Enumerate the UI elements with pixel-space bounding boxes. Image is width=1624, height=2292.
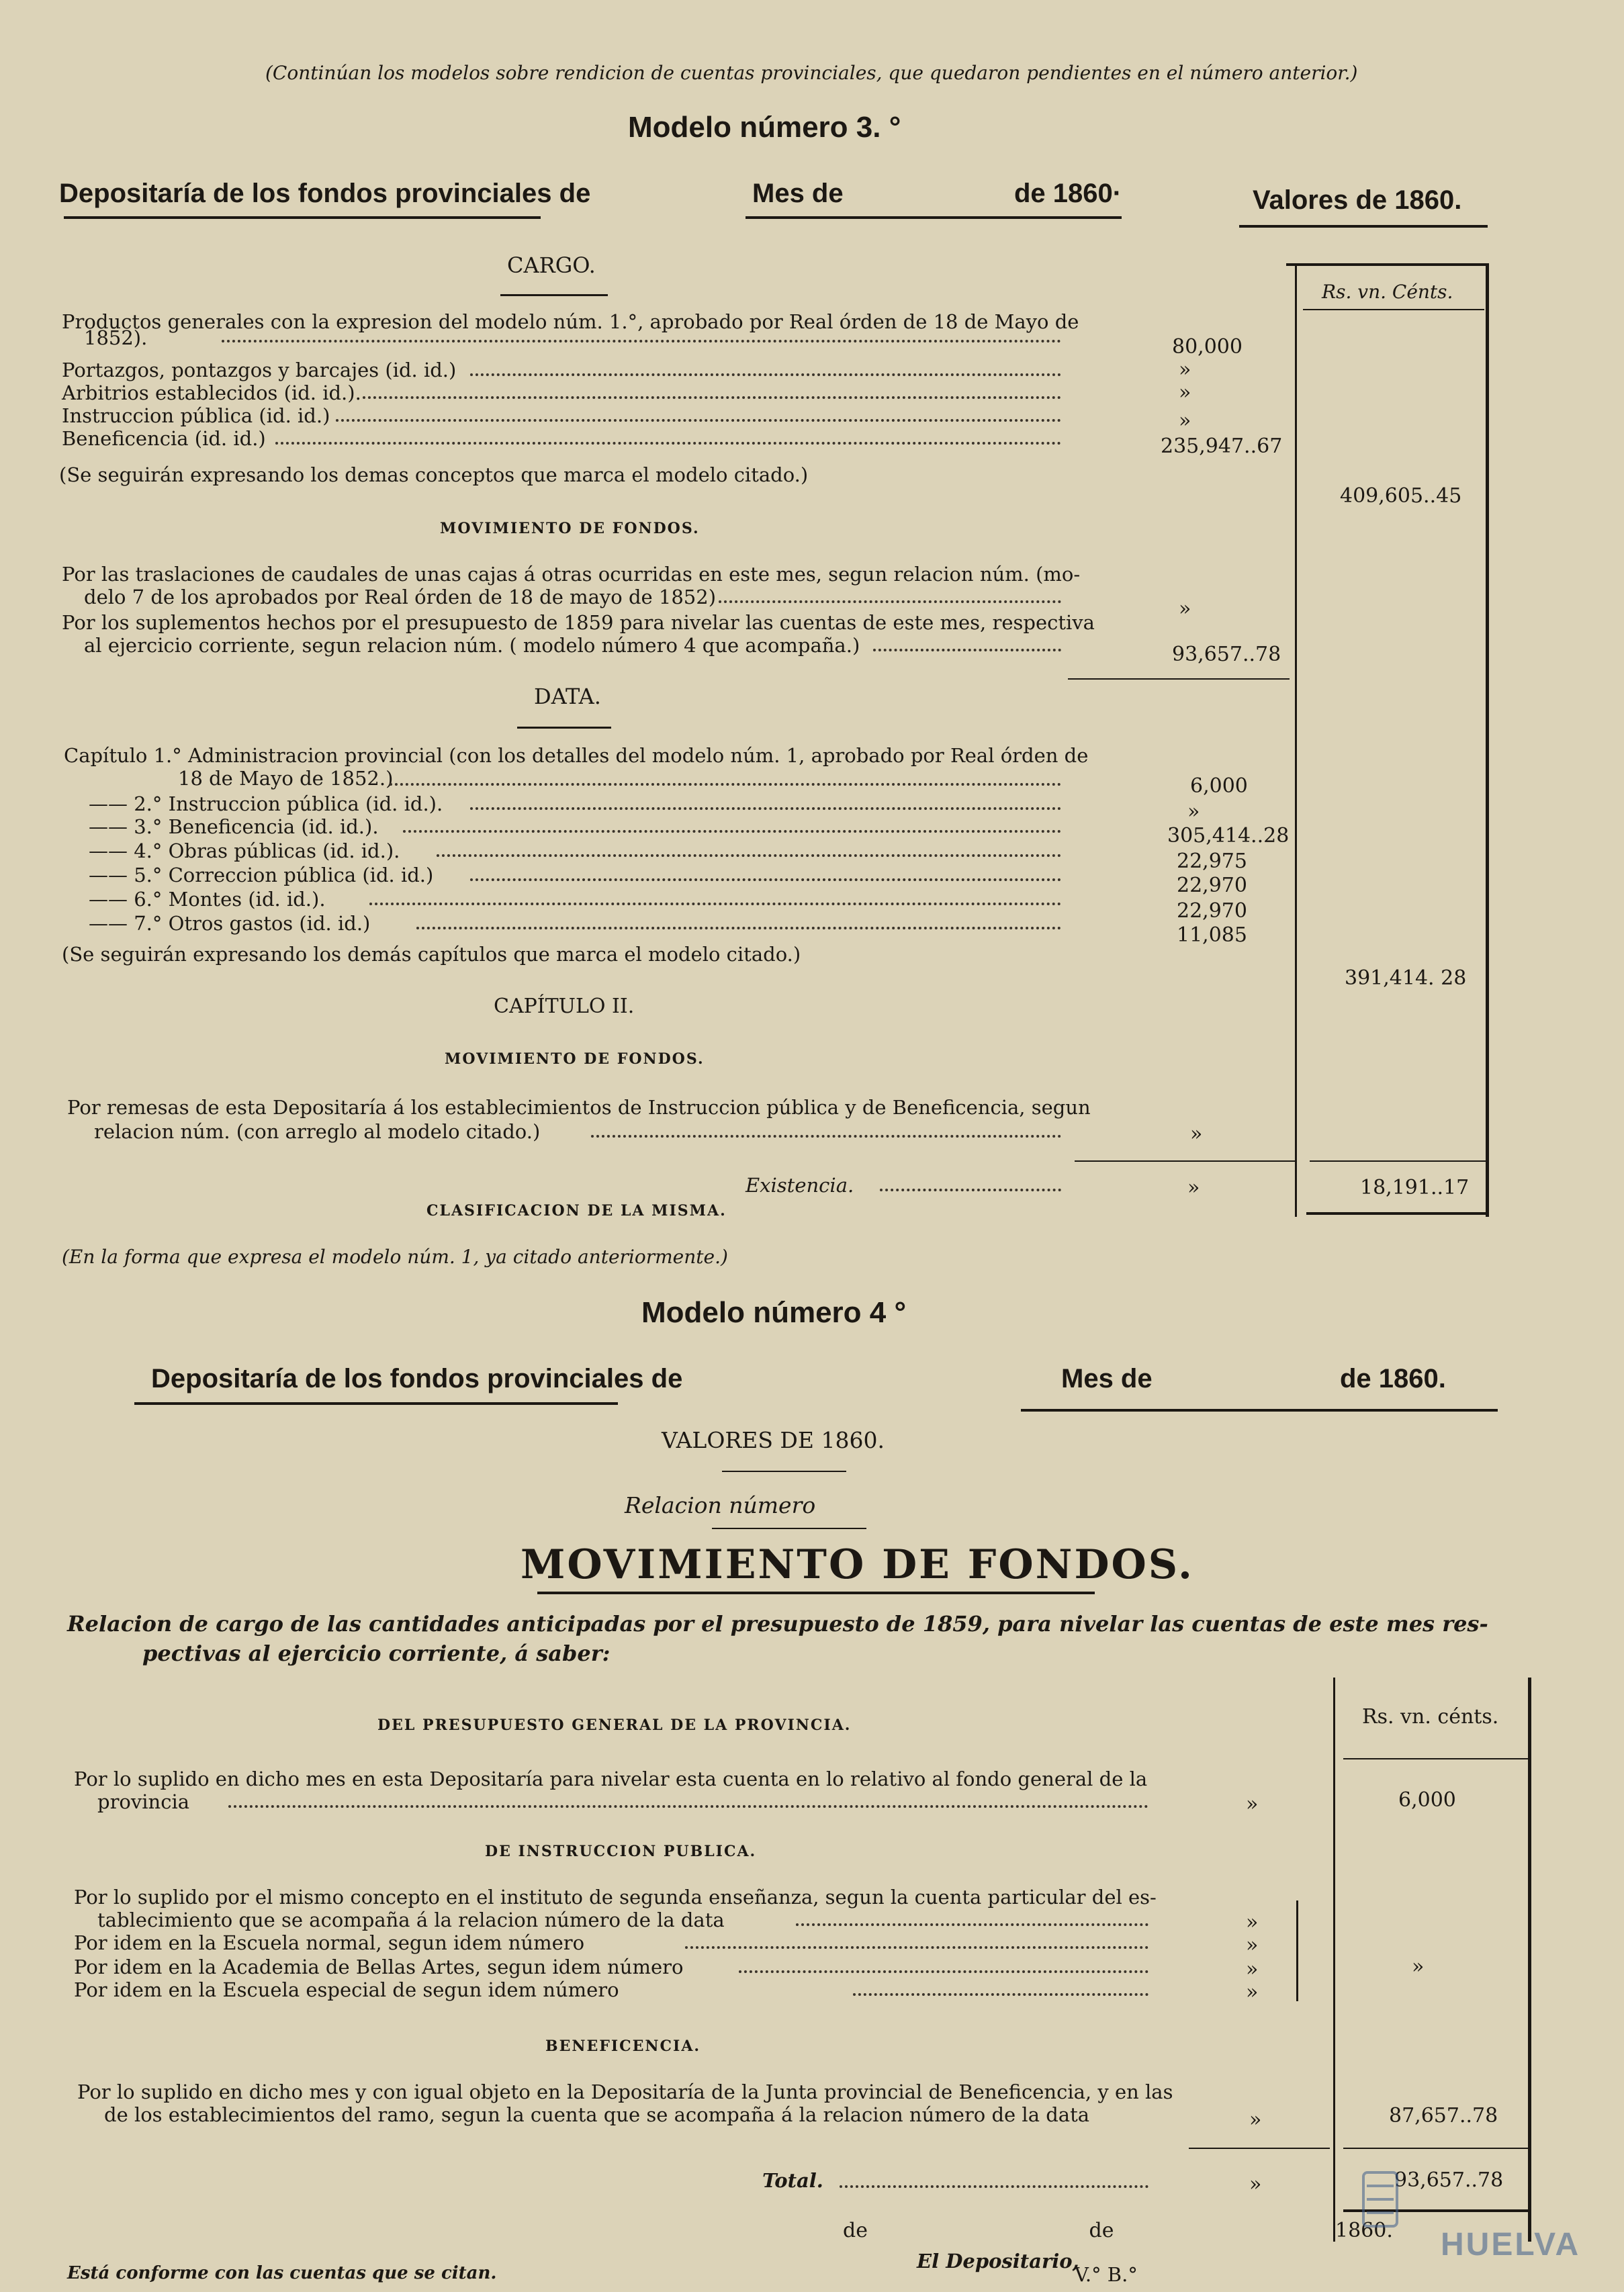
modelo3-de-1860: de 1860· (1014, 179, 1122, 208)
data-amount-4: 22,975 (1177, 850, 1247, 873)
cargo-row-5: Beneficencia (id. id.) (62, 427, 266, 450)
cargo-dots-3 (363, 396, 1061, 399)
sec2-title: DE INSTRUCCION PUBLICA. (485, 1843, 757, 1860)
sec2-dots-4 (853, 1993, 1148, 1996)
sec1-dots (228, 1805, 1148, 1808)
forma-note: (En la forma que expresa el modelo núm. 1, ya citado anteriormente.) (62, 1246, 728, 1268)
sec2-row-0: Por lo suplido por el mismo concepto en el instituto de segunda enseñanza, segun la cuenta particular del es- (74, 1886, 1157, 1909)
data-dots-7 (416, 927, 1061, 929)
mov2-row-0: Por remesas de esta Depositaría á los establecimientos de Instruccion pública y de Beneficencia, segun (67, 1096, 1091, 1119)
sec2-mid-1: » (1246, 1911, 1259, 1934)
cargo-dots-2 (470, 373, 1061, 376)
mov-dots-3 (873, 649, 1061, 651)
sec2-row-2: Por idem en la Escuela normal, segun idem número (74, 1931, 585, 1954)
sec1-amount: 6,000 (1398, 1788, 1456, 1812)
data-row-3: —— 3.° Beneficencia (id. id.). (89, 815, 379, 838)
modelo4-col-header-rule (1343, 1758, 1528, 1759)
movimiento-de-fondos: MOVIMIENTO DE FONDOS. (521, 1541, 1194, 1588)
modelo3-mes-de: Mes de (752, 179, 844, 208)
data-amount-6: 22,970 (1177, 899, 1247, 923)
clasificacion: CLASIFICACION DE LA MISMA. (426, 1202, 727, 1220)
relacion-intro-2: pectivas al ejercicio corriente, á saber: (142, 1641, 611, 1666)
mov-bracket (1295, 531, 1297, 604)
data-dots-1 (390, 783, 1061, 786)
data-row-4: —— 4.° Obras públicas (id. id.). (89, 839, 400, 862)
fecha-line: de de 1860. (843, 2219, 1393, 2242)
mov-subtotal-rule (1068, 678, 1290, 680)
modelo4-box-left (1333, 1678, 1335, 2242)
modelo4-valores-rule (722, 1471, 846, 1472)
data-amount-7: 11,085 (1177, 923, 1247, 947)
data-row-6: —— 6.° Montes (id. id.). (89, 888, 326, 911)
data-dots-5 (470, 878, 1061, 881)
cargo-row-4: Instruccion pública (id. id.) (62, 404, 330, 427)
sec2-dots-3 (739, 1970, 1148, 1973)
sec3-title: BENEFICENCIA. (545, 2037, 701, 2055)
total-mid: » (1249, 2172, 1262, 2196)
data-dots-6 (369, 903, 1061, 905)
mov-amount-3: 93,657..78 (1172, 643, 1281, 666)
modelo4-header-rule-1 (134, 1402, 618, 1405)
sec2-mid-4: » (1246, 1980, 1259, 2004)
data-row-1: 18 de Mayo de 1852.) (178, 767, 394, 790)
data-amount-3: 305,414..28 (1167, 824, 1290, 847)
modelo3-box-top (1286, 263, 1488, 266)
existencia-dots (880, 1189, 1061, 1191)
sec2-dots-2 (685, 1946, 1148, 1949)
depositario: El Depositario, (917, 2250, 1079, 2273)
modelo3-header-rule-3 (1239, 225, 1488, 228)
mov-title: MOVIMIENTO DE FONDOS. (440, 520, 700, 537)
sec1-title: DEL PRESUPUESTO GENERAL DE LA PROVINCIA. (377, 1716, 852, 1734)
cargo-amount-5: 235,947..67 (1161, 434, 1283, 458)
sec2-dots-1 (796, 1923, 1148, 1926)
data-title: DATA. (534, 684, 601, 709)
mov2-title: MOVIMIENTO DE FONDOS. (445, 1050, 705, 1068)
data-amount-1: 6,000 (1190, 774, 1248, 798)
modelo4-mes-de: Mes de (1061, 1364, 1153, 1393)
existencia-mid: » (1187, 1176, 1200, 1199)
data-bracket (1295, 853, 1297, 954)
modelo4-valores: VALORES DE 1860. (662, 1427, 885, 1453)
cargo-dots-1 (222, 340, 1061, 342)
sec2-amount-3: » (1412, 1955, 1425, 1978)
mov-row-1: delo 7 de los aprobados por Real órden de 18 de mayo de 1852) (84, 586, 717, 608)
data-amount-5: 22,970 (1177, 874, 1247, 897)
sec3-line1: Por lo suplido en dicho mes y con igual objeto en la Depositaría de la Junta provincial de Beneficencia, y en las (77, 2080, 1173, 2103)
total-rule-top (1189, 2148, 1330, 2149)
mov-dots-1 (719, 600, 1061, 603)
cargo-note: (Se seguirán expresando los demas conceptos que marca el modelo citado.) (59, 463, 809, 486)
capitulo-ii: CAPÍTULO II. (494, 995, 635, 1018)
sec2-mid-3: » (1246, 1958, 1259, 1981)
data-row-0: Capítulo 1.° Administracion provincial (con los detalles del modelo núm. 1, aprobado por Real órden de (64, 744, 1089, 767)
modelo4-depositaria: Depositaría de los fondos provinciales de (151, 1364, 683, 1393)
total-amount: 93,657..78 (1394, 2168, 1504, 2192)
modelo3-title: Modelo número 3. ° (628, 111, 901, 144)
data-total: 391,414. 28 (1345, 966, 1467, 990)
cargo-title: CARGO. (507, 253, 596, 278)
data-dots-2 (470, 807, 1061, 810)
modelo3-header-rule-1 (64, 216, 541, 219)
cargo-total: 409,605..45 (1340, 484, 1462, 508)
cargo-amount-2: » (1179, 358, 1191, 381)
movimiento-rule (537, 1592, 1095, 1594)
sec2-row-3: Por idem en la Academia de Bellas Artes, segun idem número (74, 1956, 684, 1978)
relacion-intro-1: Relacion de cargo de las cantidades anticipadas por el presupuesto de 1859, para nivelar las cuentas de este mes res- (67, 1611, 1488, 1637)
existencia-rule-top (1075, 1160, 1296, 1162)
relacion-numero-rule (712, 1528, 866, 1529)
cargo-bracket (1295, 415, 1297, 475)
sec3-line2: de los establecimientos del ramo, segun la cuenta que se acompaña á la relacion número de la data (104, 2103, 1090, 2126)
data-row-7: —— 7.° Otros gastos (id. id.) (89, 912, 371, 935)
sec2-row-1: tablecimiento que se acompaña á la relacion número de la data (97, 1909, 725, 1931)
sec2-row-4: Por idem en la Escuela especial de segun idem número (74, 1978, 619, 2001)
modelo3-col-header-rule (1303, 309, 1484, 310)
existencia-total: 18,191..17 (1360, 1176, 1470, 1199)
cargo-row-0: Productos generales con la expresion del modelo núm. 1.°, aprobado por Real órden de 18 de Mayo de (62, 310, 1079, 333)
total-dots (840, 2185, 1148, 2188)
existencia-rule-top-2 (1310, 1160, 1486, 1162)
mov2-bracket (1295, 994, 1297, 1081)
stamp-text: HUELVA (1441, 2227, 1581, 2262)
modelo3-col-header: Rs. vn. Cénts. (1322, 281, 1453, 303)
modelo4-header-rule-2 (1021, 1409, 1498, 1412)
mov-row-0: Por las traslaciones de caudales de unas cajas á otras ocurridas en este mes, segun relacion núm. (mo- (62, 563, 1081, 586)
existencia-label: Existencia. (746, 1174, 854, 1197)
data-amount-2: » (1187, 800, 1200, 823)
cargo-dots-5 (275, 442, 1061, 445)
modelo3-header-rule-2 (746, 216, 1122, 219)
modelo4-de-1860: de 1860. (1340, 1364, 1446, 1393)
mov-row-3: al ejercicio corriente, segun relacion núm. ( modelo número 4 que acompaña.) (84, 634, 860, 657)
sec3-amount: 87,657..78 (1389, 2104, 1498, 2127)
sec3-mid: » (1249, 2108, 1262, 2131)
archive-stamp (1350, 2146, 1605, 2280)
total-label: Total. (762, 2169, 823, 2192)
modelo3-box-right (1486, 263, 1489, 1217)
cargo-row-3: Arbitrios establecidos (id. id.). (62, 381, 361, 404)
modelo4-title: Modelo número 4 ° (641, 1296, 907, 1329)
sec1-mid: » (1246, 1792, 1259, 1816)
cargo-row-2: Portazgos, pontazgos y barcajes (id. id.) (62, 359, 457, 381)
modelo4-col-header: Rs. vn. cénts. (1362, 1705, 1499, 1729)
mov2-row-1: relacion núm. (con arreglo al modelo citado.) (94, 1120, 541, 1143)
cargo-amount-3: » (1179, 381, 1191, 404)
mov2-dots-1 (591, 1135, 1061, 1138)
header-note: (Continúan los modelos sobre rendicion de cuentas provinciales, que quedaron pendientes en el número anterior.) (265, 62, 1358, 84)
existencia-rule-bottom (1306, 1212, 1488, 1215)
cargo-row-1: 1852). (84, 326, 148, 349)
data-row-2: —— 2.° Instruccion pública (id. id.). (89, 792, 443, 815)
data-note: (Se seguirán expresando los demás capítulos que marca el modelo citado.) (62, 943, 801, 966)
sec2-mid-2: » (1246, 1933, 1259, 1957)
cargo-amount-1: 80,000 (1172, 335, 1243, 359)
cargo-rule (500, 294, 608, 296)
data-dots-4 (437, 854, 1061, 857)
mov2-amount-1: » (1190, 1122, 1203, 1146)
relacion-numero: Relacion número (625, 1492, 816, 1518)
cargo-amount-4: » (1179, 409, 1191, 432)
sec2-bracket (1296, 1900, 1298, 2001)
visto-bueno: V.° B.° (1075, 2263, 1138, 2286)
modelo3-valores: Valores de 1860. (1253, 185, 1462, 215)
cargo-dots-4 (336, 419, 1061, 422)
mov-row-2: Por los suplementos hechos por el presupuesto de 1859 para nivelar las cuentas de este mes, respectiva (62, 611, 1095, 634)
modelo3-depositaria: Depositaría de los fondos provinciales de (59, 179, 591, 208)
data-rule (517, 727, 611, 729)
data-row-5: —— 5.° Correccion pública (id. id.) (89, 864, 434, 886)
sec1-line1: Por lo suplido en dicho mes en esta Depositaría para nivelar esta cuenta en lo relativo al fondo general de la (74, 1768, 1148, 1790)
conforme: Está conforme con las cuentas que se citan. (67, 2263, 497, 2283)
data-dots-3 (403, 830, 1061, 833)
sec1-line2: provincia (97, 1790, 190, 1813)
mov-amount-1: » (1179, 597, 1191, 621)
